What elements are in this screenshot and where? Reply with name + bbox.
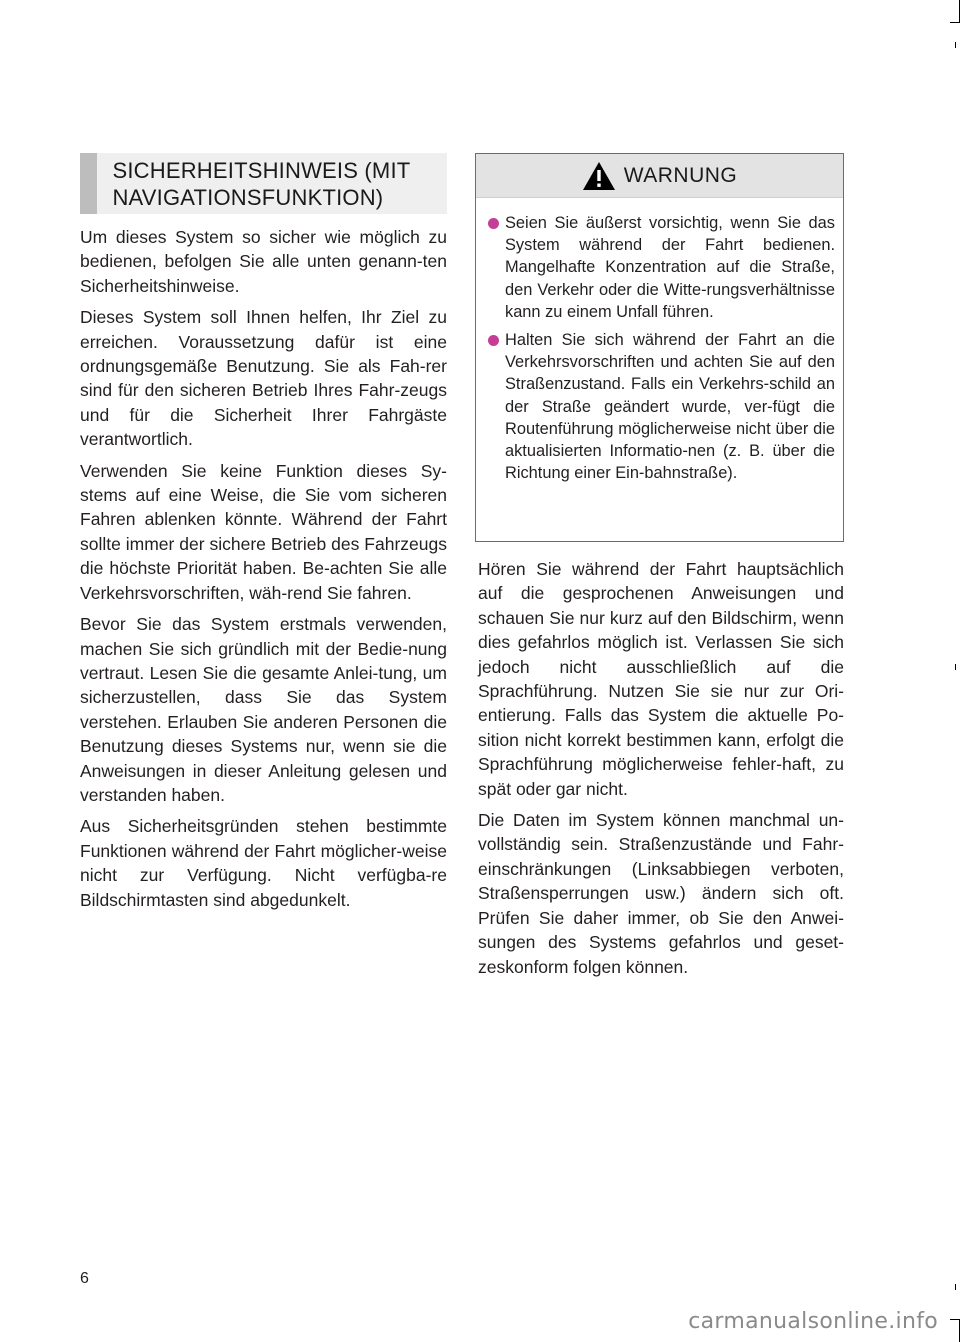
warning-item-text: Seien Sie äußerst vorsichtig, wenn Sie das System während der Fahrt bedienen. Mangelhafte Konzentration auf die Straße, den Verkehr oder die Witte-rungsverhältnisse kann zu einem Unfall führen. <box>505 214 835 321</box>
paragraph: Bevor Sie das System erstmals verwenden, machen Sie sich gründlich mit der Bedie-nung vertraut. Lesen Sie die gesamte Anlei-tung, um sicherzustellen, dass Sie das System verstehen. Erlauben Sie anderen Personen die Benutzung dieses Systems nur, wenn sie die Anweisungen in dieser Anleitung gelesen und verstanden haben. <box>80 614 447 805</box>
left-column <box>80 225 447 919</box>
paragraph: Aus Sicherheitsgründen stehen bestimmte Funktionen während der Fahrt möglicher-weise nicht zur Verfügung. Nicht verfügba-re Bildschirmtasten sind abgedunkelt. <box>80 816 447 910</box>
warning-item <box>488 212 835 323</box>
bullet-icon <box>488 218 499 229</box>
crop-mark <box>955 664 956 670</box>
warning-header <box>476 154 843 198</box>
crop-mark <box>950 1319 960 1320</box>
warning-item <box>488 329 835 484</box>
crop-mark <box>955 1284 956 1290</box>
warning-item-text: Halten Sie sich während der Fahrt an die Verkehrsvorschriften und achten Sie auf den Straßenzustand. Falls ein Verkehrs-schild an der Straße geändert wurde, ver-fügt die Routenführung möglicherweise nicht über die aktualisierten Informatio-nen (z. B. über die Richtung einer Ein-bahnstraße). <box>505 331 835 483</box>
warning-triangle-icon <box>582 161 616 191</box>
bullet-icon <box>488 335 499 346</box>
page-number: 6 <box>80 1270 89 1287</box>
warning-body <box>476 198 843 484</box>
section-heading <box>80 153 447 214</box>
warning-box <box>475 153 844 542</box>
paragraph: Die Daten im System können manchmal un-vollständig sein. Straßenzustände und Fahr-einschränkungen (Linksabbiegen verboten, Straßensperrungen usw.) ändern sich oft. Prüfen Sie daher immer, ob Sie den Anwei-sungen des Systems gefahrlos und geset-zeskonform folgen können. <box>478 810 844 977</box>
paragraph: Um dieses System so sicher wie möglich zu bedienen, befolgen Sie alle unten genann-ten Sicherheitshinweise. <box>80 227 447 296</box>
crop-mark <box>950 22 960 23</box>
paragraph: Hören Sie während der Fahrt hauptsächlich auf die gesprochenen Anweisungen und schauen Sie nur kurz auf den Bildschirm, wenn dies gefahrlos möglich ist. Verlassen Sie sich jedoch nicht ausschließlich auf die Sprachführung. Nutzen Sie sie nur zur Ori-entierung. Falls das System die aktuelle Po-sition nicht korrekt bestimmen kann, erfolgt die Sprachführung möglicherweise fehler-haft, zu spät oder gar nicht. <box>478 559 844 799</box>
right-column <box>478 557 844 986</box>
paragraph: Dieses System soll Ihnen helfen, Ihr Ziel zu erreichen. Voraussetzung dafür ist eine ordnungsgemäße Benutzung. Sie als Fah-rer sind für den sicheren Betrieb Ihres Fahr-zeugs und für die Sicherheit Ihrer Fahrgäste verantwortlich. <box>80 307 447 450</box>
paragraph: Verwenden Sie keine Funktion dieses Sy-stems auf eine Weise, die Sie vom sicheren Fahren ablenken könnte. Während der Fahrt sollte immer der sichere Betrieb des Fahrzeugs die höchste Priorität haben. Be-achten Sie alle Verkehrsvorschriften, wäh-rend Sie fahren. <box>80 460 447 603</box>
warning-title: WARNUNG <box>623 163 738 187</box>
crop-mark <box>955 42 956 48</box>
watermark: carmanualsonline.info <box>688 1309 938 1334</box>
heading-accent-bar <box>80 153 97 214</box>
section-title: SICHERHEITSHINWEIS (MIT NAVIGATIONSFUNKTION) <box>112 158 411 210</box>
